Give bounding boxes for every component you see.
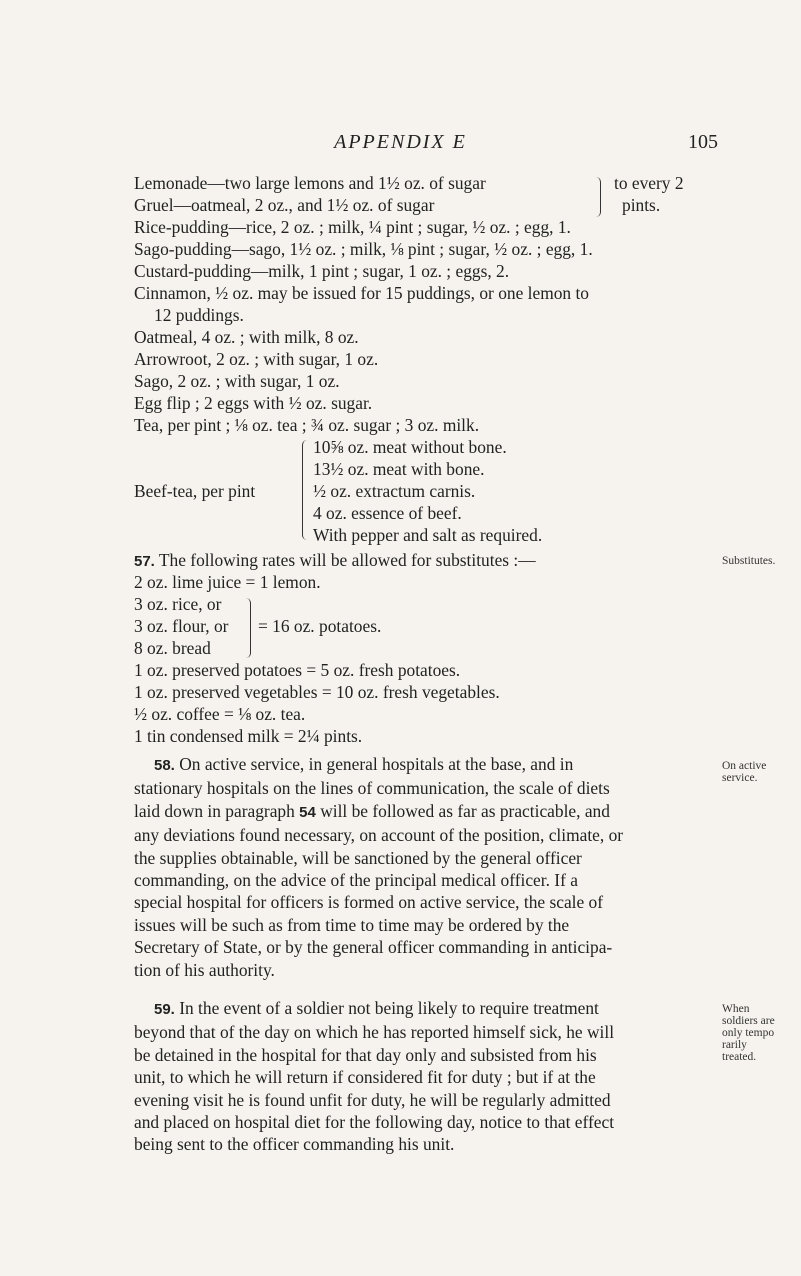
beef-tea-item: 4 oz. essence of beef. (313, 503, 462, 523)
substitute-lime: 2 oz. lime juice = 1 lemon. (134, 572, 321, 592)
beef-tea-item: 13½ oz. meat with bone. (313, 459, 485, 479)
margin-note-treatment (722, 1003, 794, 1063)
section-58-line: the supplies obtainable, will be sanctioned by the general officer (134, 847, 582, 868)
substitute-line: 1 oz. preserved vegetables = 10 oz. fresh vegetables. (134, 682, 500, 702)
section-58-line (134, 800, 714, 824)
section-59-first-line (134, 997, 714, 1021)
diet-line-lemonade: Lemonade—two large lemons and 1½ oz. of sugar (134, 173, 486, 193)
diet-line-arrowroot: Arrowroot, 2 oz. ; with sugar, 1 oz. (134, 349, 379, 369)
margin-line: soldiers are (722, 1015, 775, 1027)
section-59-line: evening visit he is found unfit for duty, he will be regularly admitted (134, 1089, 611, 1110)
section-58-paragraph (134, 753, 714, 981)
margin-line: rarily (722, 1039, 747, 1051)
beef-tea-label: Beef-tea, per pint (134, 481, 256, 501)
margin-line: treated. (722, 1051, 757, 1063)
beef-tea-item: 10⅝ oz. meat without bone. (313, 437, 507, 457)
section-59-line: be detained in the hospital for that day only and subsisted from his (134, 1044, 597, 1065)
diet-line-rice-pudding: Rice-pudding—rice, 2 oz. ; milk, ¼ pint ; sugar, ½ oz. ; egg, 1. (134, 217, 571, 237)
section-58-line: commanding, on the advice of the principal medical officer. If a (134, 870, 578, 891)
section-58-line: tion of his authority. (134, 959, 275, 980)
diet-line-egg-flip: Egg flip ; 2 eggs with ½ oz. sugar. (134, 393, 373, 413)
margin-line: only tempo (722, 1027, 775, 1039)
beef-tea-item: With pepper and salt as required. (313, 525, 543, 545)
substitute-group-item: 3 oz. rice, or (134, 594, 222, 614)
diet-line-cinnamon: Cinnamon, ½ oz. may be issued for 15 puddings, or one lemon to (134, 283, 589, 303)
section-number: 58. (154, 757, 175, 774)
brace-beef-tea (302, 440, 309, 540)
section-59-line: In the event of a soldier not being likely to require treatment (179, 998, 599, 1018)
margin-line: When (722, 1003, 750, 1015)
section-58-line: stationary hospitals on the lines of communication, the scale of diets (134, 778, 610, 799)
substitute-line: ½ oz. coffee = ⅛ oz. tea. (134, 704, 306, 724)
margin-line: service. (722, 772, 758, 784)
note-to-every: to every 2 (614, 173, 684, 193)
section-58-line-part: laid down in paragraph (134, 800, 300, 821)
section-58-line: On active service, in general hospitals at the base, and in (179, 754, 574, 774)
margin-line: On active (722, 760, 767, 772)
section-number: 57. (134, 553, 155, 570)
section-57-text: The following rates will be allowed for substitutes :— (158, 550, 536, 570)
running-header: APPENDIX E (334, 131, 467, 153)
section-58-line: any deviations found necessary, on account of the position, climate, or (134, 825, 624, 846)
diet-line-sago-pudding: Sago-pudding—sago, 1½ oz. ; milk, ⅛ pint ; sugar, ½ oz. ; egg, 1. (134, 239, 593, 259)
section-59-line: unit, to which he will return if considered fit for duty ; but if at the (134, 1067, 596, 1088)
section-59-line: being sent to the officer commanding his unit. (134, 1134, 455, 1155)
section-59-line: beyond that of the day on which he has reported himself sick, he will (134, 1022, 615, 1043)
margin-note-active-service (722, 760, 794, 784)
section-58-line: special hospital for officers is formed on active service, the scale of (134, 892, 604, 913)
paragraph-reference: 54 (299, 803, 316, 821)
section-58-line: Secretary of State, or by the general officer commanding in anticipa- (134, 937, 613, 958)
section-59-paragraph (134, 997, 714, 1156)
margin-note-substitutes: Substitutes. (722, 555, 776, 567)
note-pints: pints. (622, 195, 661, 215)
diet-line-custard-pudding: Custard-pudding—milk, 1 pint ; sugar, 1 oz. ; eggs, 2. (134, 261, 510, 281)
brace-lemonade-gruel (594, 177, 601, 217)
substitute-group-item: 8 oz. bread (134, 638, 211, 658)
substitute-line: 1 tin condensed milk = 2¼ pints. (134, 726, 363, 746)
section-59-line: and placed on hospital diet for the following day, notice to that effect (134, 1112, 615, 1133)
substitute-line: 1 oz. preserved potatoes = 5 oz. fresh potatoes. (134, 660, 461, 680)
substitute-group-result: = 16 oz. potatoes. (258, 616, 382, 636)
diet-line-gruel: Gruel—oatmeal, 2 oz., and 1½ oz. of sugar (134, 195, 435, 215)
section-58-line: issues will be such as from time to time may be ordered by the (134, 914, 570, 935)
diet-line-tea: Tea, per pint ; ⅛ oz. tea ; ¾ oz. sugar ; 3 oz. milk. (134, 415, 480, 435)
diet-line-oatmeal: Oatmeal, 4 oz. ; with milk, 8 oz. (134, 327, 359, 347)
beef-tea-item: ½ oz. extractum carnis. (313, 481, 476, 501)
brace-substitute-group (244, 598, 251, 658)
page-number: 105 (688, 131, 718, 153)
section-number: 59. (154, 1001, 175, 1018)
section-57-heading (134, 549, 536, 573)
diet-line-cinnamon-cont: 12 puddings. (154, 305, 244, 325)
diet-line-sago: Sago, 2 oz. ; with sugar, 1 oz. (134, 371, 340, 391)
section-58-line-part: will be followed as far as practicable, and (315, 800, 610, 821)
substitute-group-item: 3 oz. flour, or (134, 616, 229, 636)
section-58-first-line (134, 753, 714, 777)
